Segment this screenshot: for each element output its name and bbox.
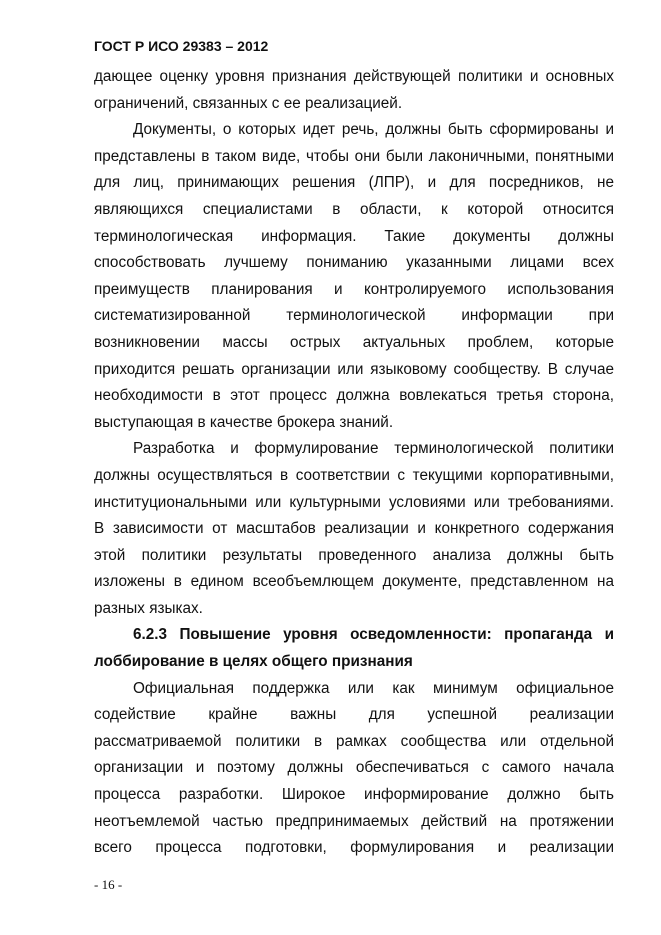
text-line: необходимости в этот процесс должна вовлекаться третья сторона, — [94, 387, 614, 405]
text-line: терминологическая информация. Такие документы должны — [94, 227, 614, 245]
text-line: возникновении массы острых актуальных проблем, которые — [94, 333, 614, 351]
text-line: В зависимости от масштабов реализации и конкретного содержания — [94, 520, 614, 538]
text-line: способствовать лучшему пониманию указанными лицами всех — [94, 254, 614, 272]
text-line: ограничений, связанных с ее реализацией. — [94, 94, 403, 112]
text-line: рассматриваемой политики в рамках сообщества или отдельной — [94, 732, 614, 750]
text-line: для лиц, принимающих решения (ЛПР), и для посредников, не — [94, 174, 614, 192]
text-line: преимуществ планирования и контролируемого использования — [94, 280, 614, 298]
text-line: дающее оценку уровня признания действующей политики и основных — [94, 68, 614, 85]
text-line: институциональными или культурными условиями или требованиями. — [94, 493, 614, 511]
text-line: процесса разработки. Широкое информирование должно быть — [94, 786, 614, 804]
text-line: приходится решать организации или языковому сообществу. В случае — [94, 360, 614, 378]
text-line: неотъемлемой частью предпринимаемых действий на протяжении — [94, 812, 614, 830]
document-body — [94, 64, 614, 862]
text-line: Официальная поддержка или как минимум официальное — [133, 679, 614, 697]
section-heading-line: лоббирование в целях общего признания — [94, 653, 413, 671]
document-header: ГОСТ Р ИСО 29383 – 2012 — [94, 38, 269, 54]
text-line: представлены в таком виде, чтобы они были лаконичными, понятными — [94, 147, 614, 165]
text-line: всего процесса подготовки, формулирования и реализации — [94, 839, 614, 857]
text-line: содействие крайне важны для успешной реализации — [94, 706, 614, 724]
text-line: этой политики результаты проведенного анализа должны быть — [94, 546, 614, 564]
text-line: Документы, о которых идет речь, должны быть сформированы и — [133, 121, 614, 139]
text-line: систематизированной терминологической информации при — [94, 307, 614, 325]
text-line: изложены в едином всеобъемлющем документе, представленном на — [94, 573, 614, 591]
text-line: организации и поэтому должны обеспечиваться с самого начала — [94, 759, 614, 777]
page-number: - 16 - — [94, 877, 123, 892]
section-heading-line: 6.2.3 Повышение уровня осведомленности: пропаганда и — [133, 626, 614, 644]
text-line: выступающая в качестве брокера знаний. — [94, 413, 394, 431]
text-line: Разработка и формулирование терминологической политики — [133, 440, 614, 458]
text-line: должны осуществляться в соответствии с текущими корпоративными, — [94, 466, 614, 484]
text-line: являющихся специалистами в области, к которой относится — [94, 200, 614, 218]
text-line: разных языках. — [94, 599, 203, 617]
